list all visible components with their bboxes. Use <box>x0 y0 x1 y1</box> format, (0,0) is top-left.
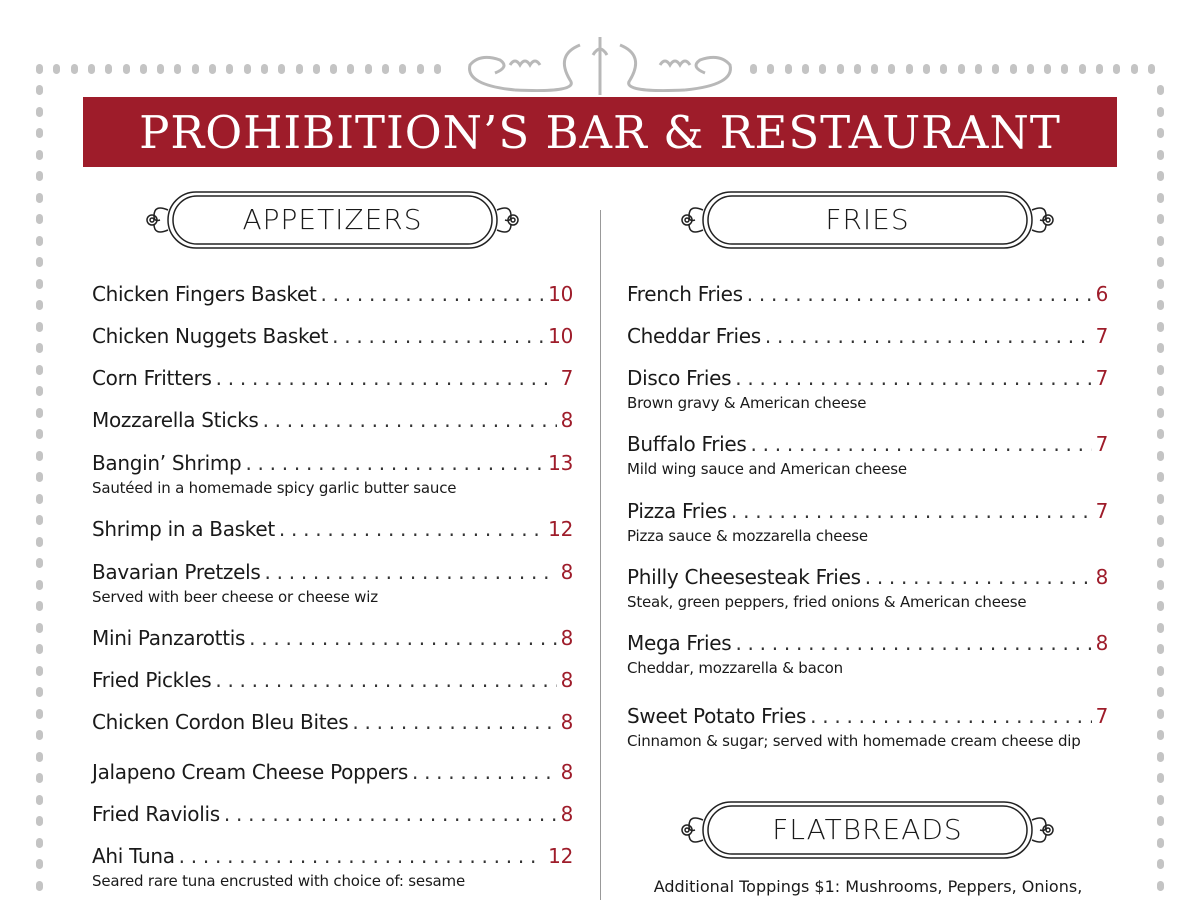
border-dot <box>36 85 43 95</box>
border-dot <box>1157 795 1164 805</box>
border-dot <box>105 64 112 74</box>
item-name: Cheddar Fries <box>627 324 761 348</box>
menu-item-row <box>627 324 1108 348</box>
border-dot <box>36 64 43 74</box>
menu-item-row <box>627 565 1108 589</box>
border-dot <box>36 365 43 375</box>
border-dot <box>1157 580 1164 590</box>
dot-leader <box>249 626 556 650</box>
border-dot <box>36 816 43 826</box>
item-price: 8 <box>560 626 573 650</box>
fries-heading: FRIES <box>825 203 910 236</box>
border-dot <box>923 64 930 74</box>
flourish-ornament-icon <box>455 35 745 97</box>
border-dot <box>36 408 43 418</box>
border-dot <box>1157 322 1164 332</box>
border-dot <box>36 322 43 332</box>
column-divider <box>600 210 601 900</box>
menu-item-row <box>92 324 573 348</box>
item-price: 8 <box>560 560 573 584</box>
border-dot <box>36 236 43 246</box>
item-name: Jalapeno Cream Cheese Poppers <box>92 760 408 784</box>
menu-item-row <box>92 517 573 541</box>
border-dot <box>1157 472 1164 482</box>
menu-item <box>627 631 1108 678</box>
border-dot <box>1027 64 1034 74</box>
border-dot <box>1157 107 1164 117</box>
dot-leader <box>332 324 544 348</box>
item-description: Brown gravy & American cheese <box>627 394 867 412</box>
border-dot <box>36 171 43 181</box>
border-dot <box>750 64 757 74</box>
item-price: 7 <box>560 366 573 390</box>
item-price: 6 <box>1095 282 1108 306</box>
border-dot <box>1148 64 1155 74</box>
border-dot <box>174 64 181 74</box>
item-price: 7 <box>1095 366 1108 390</box>
border-dot <box>71 64 78 74</box>
dot-leader <box>216 366 557 390</box>
dot-leader <box>735 631 1091 655</box>
border-dot <box>958 64 965 74</box>
item-name: Disco Fries <box>627 366 732 390</box>
border-dot <box>1010 64 1017 74</box>
border-dot <box>1157 171 1164 181</box>
item-name: Ahi Tuna <box>92 844 175 868</box>
item-price: 8 <box>560 408 573 432</box>
item-price: 12 <box>548 517 573 541</box>
border-dot <box>1157 494 1164 504</box>
border-dot <box>906 64 913 74</box>
border-dot <box>365 64 372 74</box>
border-dot <box>36 257 43 267</box>
border-dot <box>940 64 947 74</box>
border-dot <box>992 64 999 74</box>
border-dot <box>36 687 43 697</box>
item-name: Fried Raviolis <box>92 802 220 826</box>
border-dot <box>1157 150 1164 160</box>
dot-leader <box>412 760 557 784</box>
border-dot <box>36 515 43 525</box>
border-dot <box>36 343 43 353</box>
border-dot <box>1113 64 1120 74</box>
border-dot <box>975 64 982 74</box>
border-dot <box>1157 257 1164 267</box>
dot-leader <box>224 802 557 826</box>
border-dot <box>36 730 43 740</box>
border-dot <box>1157 816 1164 826</box>
border-dot <box>36 773 43 783</box>
item-price: 8 <box>560 710 573 734</box>
border-dot <box>1157 128 1164 138</box>
border-dot <box>36 644 43 654</box>
menu-item <box>92 668 573 692</box>
border-dot <box>382 64 389 74</box>
border-dot <box>1157 623 1164 633</box>
menu-item <box>92 282 573 306</box>
border-dot <box>837 64 844 74</box>
item-price: 13 <box>548 451 573 475</box>
item-name: Chicken Nuggets Basket <box>92 324 329 348</box>
item-price: 7 <box>1095 499 1108 523</box>
item-description: Pizza sauce & mozzarella cheese <box>627 527 868 545</box>
item-description: Served with beer cheese or cheese wiz <box>92 588 378 606</box>
menu-item-row <box>627 631 1108 655</box>
border-dot <box>192 64 199 74</box>
item-name: Mega Fries <box>627 631 732 655</box>
menu-item-row <box>92 451 573 475</box>
item-name: Chicken Cordon Bleu Bites <box>92 710 349 734</box>
dot-leader <box>245 451 544 475</box>
border-dot <box>1096 64 1103 74</box>
border-dot <box>1157 429 1164 439</box>
flatbreads-header <box>675 800 1060 860</box>
menu-item <box>627 282 1108 306</box>
item-name: Bangin’ Shrimp <box>92 451 242 475</box>
menu-item-row <box>92 760 573 784</box>
dot-leader <box>731 499 1092 523</box>
item-description: Sautéed in a homemade spicy garlic butter sauce <box>92 479 457 497</box>
menu-item-row <box>92 802 573 826</box>
item-description: Cinnamon & sugar; served with homemade cream cheese dip <box>627 732 1081 750</box>
border-dot <box>1157 236 1164 246</box>
item-name: French Fries <box>627 282 743 306</box>
border-dot <box>785 64 792 74</box>
item-description: Seared rare tuna encrusted with choice of: sesame <box>92 872 465 890</box>
dot-leader <box>279 517 544 541</box>
border-dot <box>434 64 441 74</box>
border-dot <box>36 451 43 461</box>
menu-item-row <box>627 499 1108 523</box>
menu-item-row <box>92 560 573 584</box>
dot-leader <box>352 710 556 734</box>
menu-item-row <box>92 710 573 734</box>
border-dot <box>1157 601 1164 611</box>
border-dot <box>36 859 43 869</box>
border-dot <box>36 838 43 848</box>
border-dot <box>1157 300 1164 310</box>
border-dot <box>1157 730 1164 740</box>
menu-item <box>92 408 573 432</box>
item-price: 8 <box>1095 631 1108 655</box>
menu-item <box>627 366 1108 413</box>
flatbreads-toppings-note: Additional Toppings $1: Mushrooms, Peppers, Onions, <box>653 877 1083 896</box>
border-dot <box>1079 64 1086 74</box>
item-name: Buffalo Fries <box>627 432 747 456</box>
border-dot <box>36 193 43 203</box>
item-price: 8 <box>560 668 573 692</box>
item-price: 10 <box>548 282 573 306</box>
border-dot <box>819 64 826 74</box>
border-dot <box>347 64 354 74</box>
border-dot <box>53 64 60 74</box>
menu-item-row <box>92 366 573 390</box>
border-dot <box>854 64 861 74</box>
menu-item <box>92 710 573 734</box>
item-description: Steak, green peppers, fried onions & American cheese <box>627 593 1027 611</box>
border-dot <box>1157 644 1164 654</box>
dot-leader <box>865 565 1092 589</box>
border-dot <box>313 64 320 74</box>
fries-header <box>675 190 1060 250</box>
border-dot <box>1157 687 1164 697</box>
border-dot <box>417 64 424 74</box>
item-price: 7 <box>1095 704 1108 728</box>
border-dot <box>244 64 251 74</box>
border-dot <box>296 64 303 74</box>
border-dot <box>140 64 147 74</box>
item-price: 10 <box>548 324 573 348</box>
dot-leader <box>735 366 1091 390</box>
item-name: Philly Cheesesteak Fries <box>627 565 861 589</box>
border-dot <box>157 64 164 74</box>
border-dot <box>278 64 285 74</box>
dot-leader <box>321 282 545 306</box>
border-dot <box>1157 709 1164 719</box>
border-dot <box>36 150 43 160</box>
menu-item-row <box>627 366 1108 390</box>
menu-item <box>92 626 573 650</box>
item-name: Mini Panzarottis <box>92 626 246 650</box>
border-dot <box>1157 881 1164 891</box>
menu-item-row <box>627 432 1108 456</box>
menu-item <box>92 844 573 891</box>
border-dot <box>767 64 774 74</box>
border-dot <box>1157 515 1164 525</box>
appetizers-header <box>140 190 525 250</box>
item-description: Cheddar, mozzarella & bacon <box>627 659 843 677</box>
border-dot <box>1061 64 1068 74</box>
dot-leader <box>810 704 1091 728</box>
dot-leader <box>747 282 1092 306</box>
border-dot <box>1044 64 1051 74</box>
border-dot <box>36 429 43 439</box>
menu-item <box>92 802 573 826</box>
menu-item <box>92 517 573 541</box>
item-price: 8 <box>560 802 573 826</box>
dot-leader <box>765 324 1092 348</box>
border-dot <box>36 279 43 289</box>
border-dot <box>1157 214 1164 224</box>
item-name: Fried Pickles <box>92 668 212 692</box>
dot-leader <box>179 844 544 868</box>
border-dot <box>1157 408 1164 418</box>
border-dot <box>36 752 43 762</box>
menu-item <box>627 565 1108 612</box>
menu-item <box>627 704 1108 751</box>
border-dot <box>36 386 43 396</box>
menu-item-row <box>92 282 573 306</box>
border-dot <box>1157 752 1164 762</box>
border-dot <box>1157 773 1164 783</box>
border-dot <box>36 107 43 117</box>
menu-item <box>627 324 1108 348</box>
dot-leader <box>263 408 557 432</box>
border-dot <box>36 128 43 138</box>
item-name: Sweet Potato Fries <box>627 704 807 728</box>
border-dot <box>226 64 233 74</box>
border-dot <box>36 601 43 611</box>
border-dot <box>802 64 809 74</box>
border-dot <box>36 709 43 719</box>
menu-item <box>92 560 573 607</box>
border-dot <box>871 64 878 74</box>
border-dot <box>36 494 43 504</box>
menu-item <box>92 760 573 784</box>
appetizers-heading: APPETIZERS <box>242 203 423 236</box>
border-dot <box>36 472 43 482</box>
border-dot <box>1157 193 1164 203</box>
menu-item-row <box>627 704 1108 728</box>
border-dot <box>36 623 43 633</box>
border-dot <box>36 666 43 676</box>
border-dot <box>1157 451 1164 461</box>
border-dot <box>1157 343 1164 353</box>
item-price: 8 <box>1095 565 1108 589</box>
item-name: Mozzarella Sticks <box>92 408 259 432</box>
border-dot <box>1157 365 1164 375</box>
border-dot <box>1157 386 1164 396</box>
border-dot <box>36 881 43 891</box>
border-dot <box>36 580 43 590</box>
item-price: 12 <box>548 844 573 868</box>
border-dot <box>1131 64 1138 74</box>
menu-item-row <box>627 282 1108 306</box>
item-name: Bavarian Pretzels <box>92 560 261 584</box>
border-dot <box>1157 666 1164 676</box>
dot-leader <box>751 432 1092 456</box>
item-price: 7 <box>1095 324 1108 348</box>
border-dot <box>36 795 43 805</box>
border-dot <box>36 214 43 224</box>
item-name: Corn Fritters <box>92 366 212 390</box>
menu-item-row <box>92 668 573 692</box>
border-dot <box>399 64 406 74</box>
menu-item-row <box>92 626 573 650</box>
border-dot <box>261 64 268 74</box>
flatbreads-heading: FLATBREADS <box>772 813 963 846</box>
item-name: Pizza Fries <box>627 499 728 523</box>
border-dot <box>1157 279 1164 289</box>
menu-item <box>92 451 573 498</box>
border-dot <box>1157 85 1164 95</box>
border-dot <box>88 64 95 74</box>
menu-item <box>627 499 1108 546</box>
item-name: Shrimp in a Basket <box>92 517 275 541</box>
menu-item-row <box>92 408 573 432</box>
border-dot <box>330 64 337 74</box>
restaurant-title-banner: PROHIBITION’S BAR & RESTAURANT <box>83 97 1117 167</box>
border-dot <box>1157 838 1164 848</box>
menu-item-row <box>92 844 573 868</box>
menu-item <box>92 324 573 348</box>
item-description: Mild wing sauce and American cheese <box>627 460 907 478</box>
border-dot <box>209 64 216 74</box>
border-dot <box>36 558 43 568</box>
dot-leader <box>264 560 556 584</box>
menu-item <box>627 432 1108 479</box>
item-price: 7 <box>1095 432 1108 456</box>
border-dot <box>1157 558 1164 568</box>
menu-item <box>92 366 573 390</box>
item-price: 8 <box>560 760 573 784</box>
border-dot <box>1157 537 1164 547</box>
border-dot <box>888 64 895 74</box>
border-dot <box>1157 859 1164 869</box>
border-dot <box>123 64 130 74</box>
item-name: Chicken Fingers Basket <box>92 282 317 306</box>
border-dot <box>36 300 43 310</box>
dot-leader <box>215 668 556 692</box>
border-dot <box>36 537 43 547</box>
